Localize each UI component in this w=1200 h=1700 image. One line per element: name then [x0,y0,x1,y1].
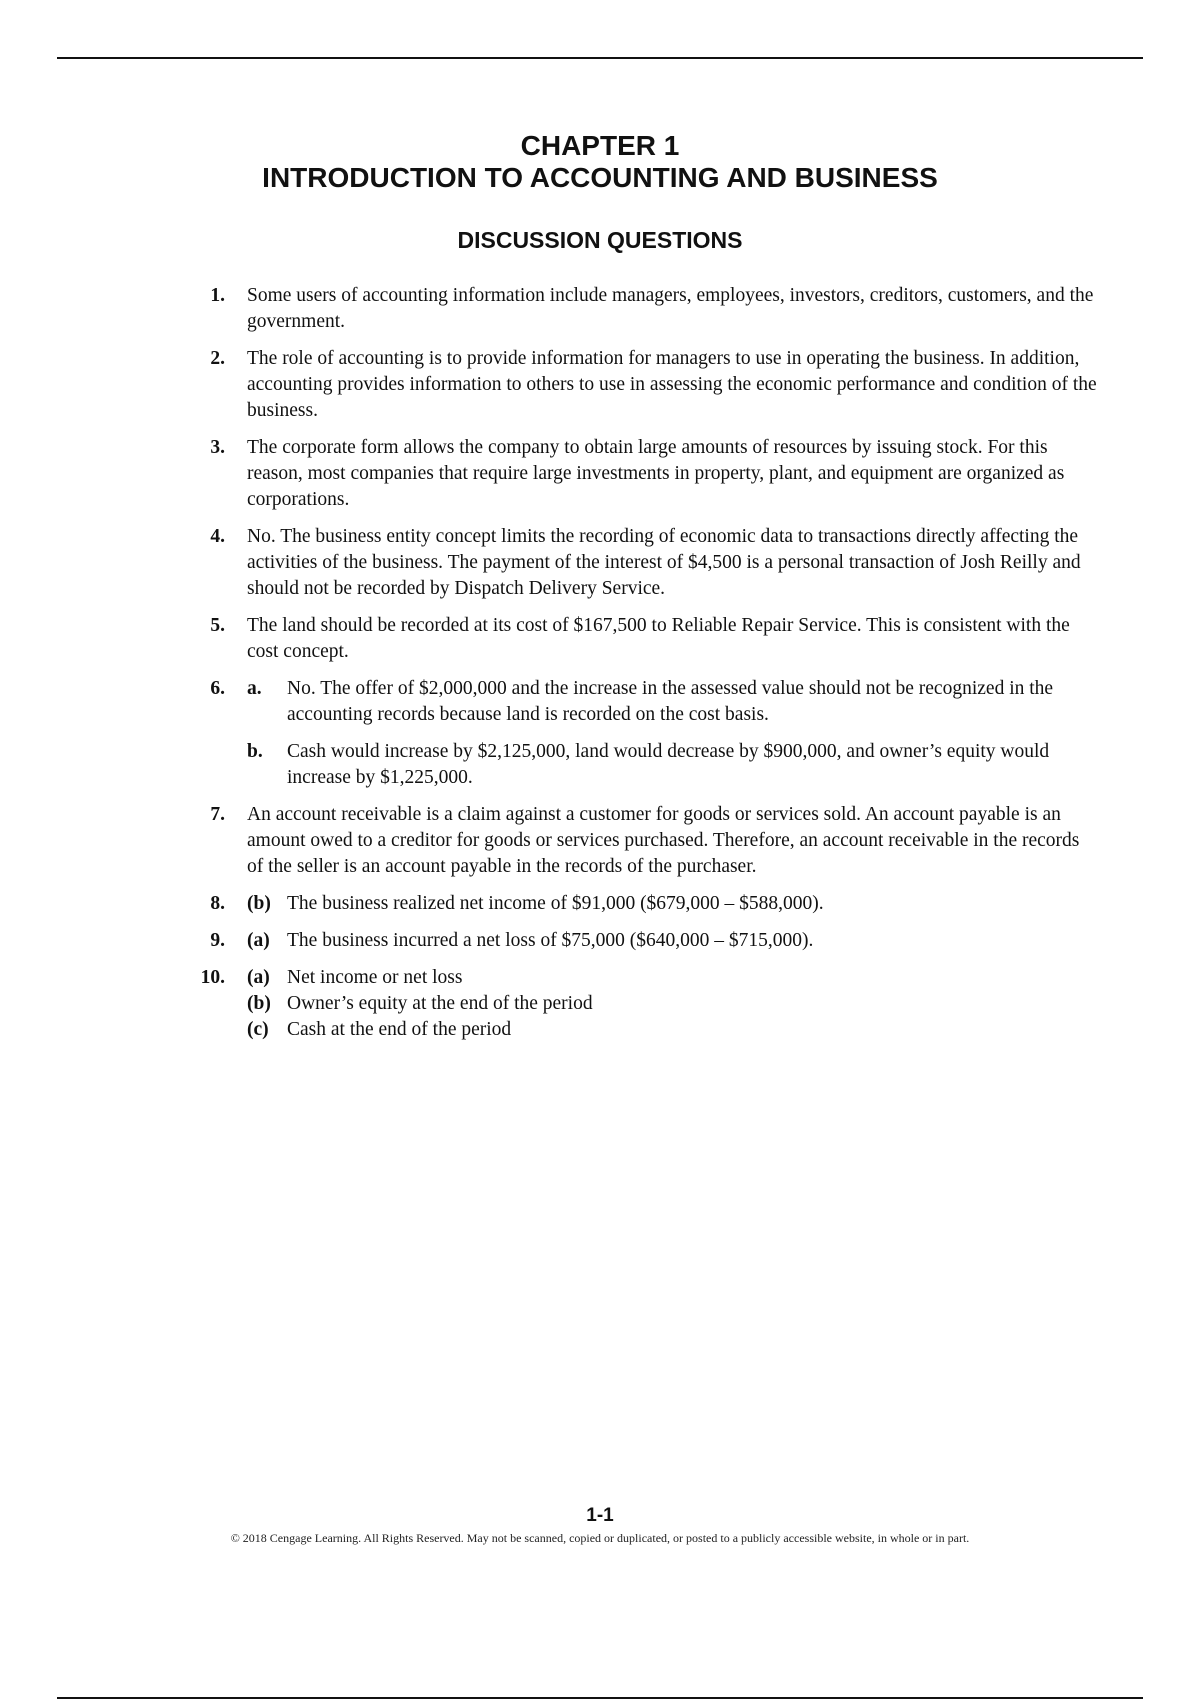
question-8 [190,891,1100,917]
part-letter: (c) [247,1019,269,1040]
question-number: 7. [210,804,225,825]
part-letter: (b) [247,893,271,914]
question-list [190,283,1100,1054]
question-part [247,991,1100,1017]
question-part [247,928,1100,954]
question-text: An account receivable is a claim against a customer for goods or services sold. An account payable is an amount owed to a creditor for goods or services purchased. Therefore, an account receivable in the records of the seller is an account payable in the records of the purchaser. [247,804,1080,877]
copyright-notice: © 2018 Cengage Learning. All Rights Reserved. May not be scanned, copied or duplicated, or posted to a publicly accessible website, in whole or in part. [230,1531,970,1545]
question-text: Some users of accounting information include managers, employees, investors, creditors, customers, and the government. [247,285,1094,332]
part-letter: b. [247,741,263,762]
part-letter: (b) [247,993,271,1014]
question-text: No. The business entity concept limits the recording of economic data to transactions directly affecting the activities of the business. The payment of the interest of $4,500 is a personal transaction of Josh Reilly and should not be recorded by Dispatch Delivery Service. [247,526,1081,599]
question-part [247,891,1100,917]
question-part [247,1017,1100,1043]
part-letter: a. [247,678,262,699]
chapter-heading [0,130,1200,194]
question-number: 4. [210,526,225,547]
chapter-title: INTRODUCTION TO ACCOUNTING AND BUSINESS [262,162,938,193]
question-number: 9. [210,930,225,951]
question-1 [190,283,1100,335]
part-text: No. The offer of $2,000,000 and the increase in the assessed value should not be recognized in the accounting records because land is recorded on the cost basis. [287,678,1054,725]
question-4 [190,524,1100,602]
question-3 [190,435,1100,513]
top-rule [57,57,1143,59]
part-letter: (a) [247,930,270,951]
bottom-rule [57,1697,1143,1699]
question-number: 5. [210,615,225,636]
part-text: Net income or net loss [287,967,463,988]
question-2 [190,346,1100,424]
question-9 [190,928,1100,954]
question-number: 8. [210,893,225,914]
part-text: Cash at the end of the period [287,1019,512,1040]
question-part [247,739,1100,791]
question-text: The corporate form allows the company to obtain large amounts of resources by issuing stock. For this reason, most companies that require large investments in property, plant, and equipment are organized as corporations. [247,437,1065,510]
part-text: The business incurred a net loss of $75,000 ($640,000 – $715,000). [287,930,814,951]
question-10 [190,965,1100,1043]
question-5 [190,613,1100,665]
question-number: 3. [210,437,225,458]
question-part [247,965,1100,991]
question-7 [190,802,1100,880]
question-number: 1. [210,285,225,306]
part-text: Owner’s equity at the end of the period [287,993,593,1014]
question-6 [190,676,1100,791]
part-text: The business realized net income of $91,000 ($679,000 – $588,000). [287,893,824,914]
part-letter: (a) [247,967,270,988]
chapter-number: CHAPTER 1 [520,130,680,161]
part-text: Cash would increase by $2,125,000, land would decrease by $900,000, and owner’s equity would increase by $1,225,000. [287,741,1050,788]
question-number: 10. [200,967,225,988]
page-number: 1-1 [586,1505,614,1526]
question-text: The role of accounting is to provide information for managers to use in operating the business. In addition, accounting provides information to others to use in assessing the economic performance and condition of the business. [247,348,1097,421]
question-part [247,676,1100,728]
section-heading: DISCUSSION QUESTIONS [457,227,743,253]
question-number: 2. [210,348,225,369]
question-text: The land should be recorded at its cost of $167,500 to Reliable Repair Service. This is consistent with the cost concept. [247,615,1070,662]
question-number: 6. [210,678,225,699]
